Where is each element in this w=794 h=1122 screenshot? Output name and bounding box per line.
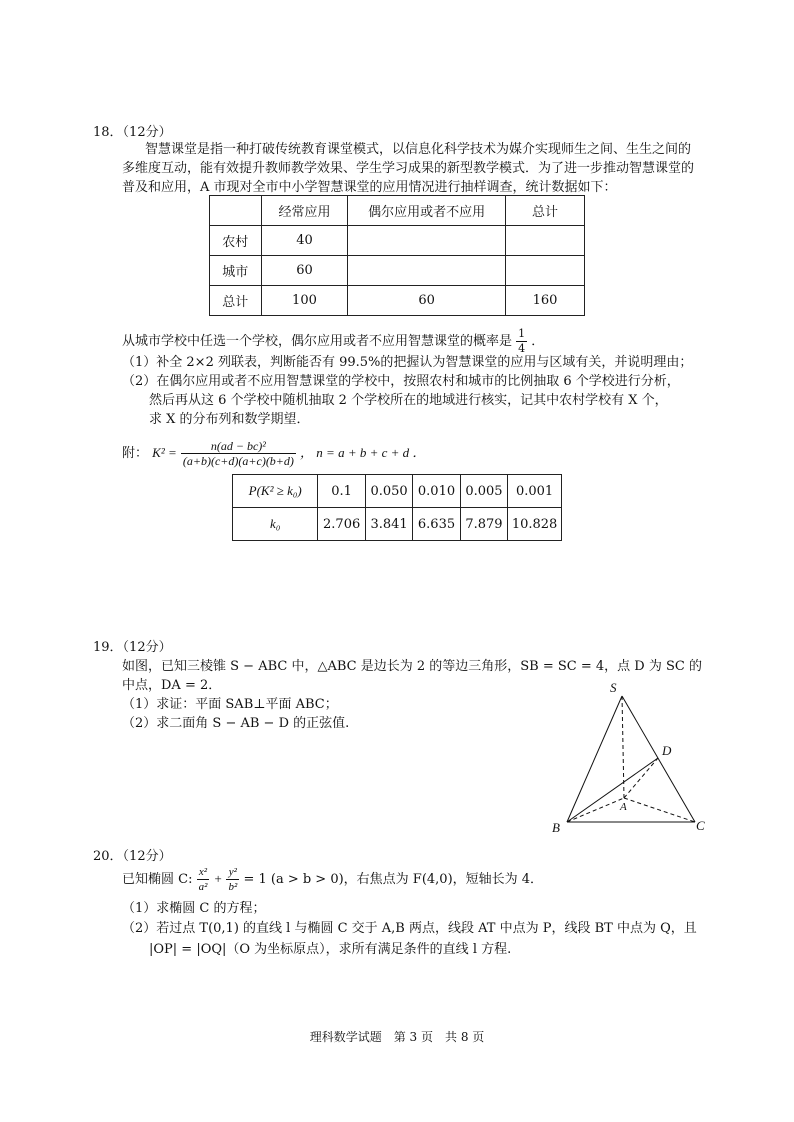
table-row: [210, 226, 585, 256]
probability-text: 从城市学校中任选一个学校，偶尔应用或者不应用智慧课堂的概率是: [122, 334, 513, 349]
q20-part-1: （1）求椭圆 C 的方程；: [122, 901, 266, 916]
q18-paragraph-line-3: 普及和应用，A 市现对全市中小学智慧课堂的应用情况进行抽样调查，统计数据如下：: [122, 180, 617, 195]
ellipse-label: 已知椭圆 C:: [122, 872, 193, 887]
label-S: S: [610, 680, 617, 695]
q18-paragraph-line-1: 智慧课堂是指一种打破传统教育课堂模式，以信息化科学技术为媒介实现师生之间、生生之间的: [145, 142, 692, 157]
table-row: [233, 475, 562, 508]
table-cell: 0.050: [365, 475, 412, 508]
q18-appendix-formula: [122, 439, 425, 468]
q18-critical-value-table: [232, 474, 562, 541]
table-header-row: [210, 196, 585, 226]
q18-probability-line: [122, 327, 544, 356]
formula-numerator: n(ad − bc)²: [181, 439, 296, 454]
formula-denominator: (a+b)(c+d)(a+c)(b+d): [182, 454, 294, 468]
table-cell: 0.1: [318, 475, 365, 508]
tetrahedron-figure: [548, 676, 718, 838]
formula-fraction: [181, 439, 296, 468]
table-cell: 0.001: [508, 475, 562, 508]
q18-part-2-line-1: （2）在偶尔应用或者不应用智慧课堂的学校中，按照农村和城市的比例抽取 6 个学校进行分析，: [122, 374, 680, 389]
label-D: D: [662, 743, 672, 758]
q19-part-1: （1）求证：平面 SAB⊥平面 ABC；: [122, 697, 338, 712]
q18-part-1: （1）补全 2×2 列联表，判断能否有 99.5%的把握认为智慧课堂的应用与区域有关，并说明理由；: [122, 355, 693, 370]
table-cell: 40: [261, 226, 348, 256]
probability-end: ．: [531, 334, 545, 349]
table-cell: 城市: [210, 256, 262, 286]
q18-header: 18．（12分）: [93, 125, 172, 140]
q18-part-2-line-3: 求 X 的分布列和数学期望．: [149, 412, 310, 427]
q20-header: 20．（12分）: [93, 849, 172, 864]
table-header-cell: 总计: [505, 196, 584, 226]
table-cell: [505, 256, 584, 286]
table-cell: 60: [261, 256, 348, 286]
q19-part-2: （2）求二面角 S − AB − D 的正弦值.: [122, 716, 350, 731]
page-footer: 理科数学试题 第 3 页 共 8 页: [309, 1030, 485, 1044]
table-header-cell: 偶尔应用或者不应用: [348, 196, 506, 226]
edge-AC-dashed: [624, 798, 695, 822]
q18-part-2-line-2: 然后再从这 6 个学校中随机抽取 2 个学校所在的地域进行核实，记其中农村学校有 X 个，: [149, 393, 668, 408]
label-B: B: [552, 820, 560, 835]
q19-header: 19．（12分）: [93, 640, 172, 655]
fraction-denominator: b²: [228, 881, 238, 893]
table-cell: 3.841: [365, 508, 412, 541]
table-cell: 6.635: [413, 508, 460, 541]
table-cell: [348, 256, 506, 286]
q20-line-1: 已知椭圆 C: $\frac{\text{x²}}{\text{a²}}$ + $\frac{\text{y²}}{\text{b²}}$ = 1 (a > b > 0)，右焦点为 F(4,0)，短轴长为 4．: [122, 866, 544, 893]
formula-n: ， n = a + b + c + d ．: [300, 445, 426, 460]
fraction-denominator: 4: [518, 342, 526, 355]
table-header-cell: [210, 196, 262, 226]
probability-fraction: [516, 327, 527, 356]
label-A: A: [620, 801, 627, 813]
table-cell: 农村: [210, 226, 262, 256]
y-fraction: [226, 865, 239, 894]
q20-part-2-line-2: |OP| = |OQ|（O 为坐标原点），求所有满足条件的直线 l 方程.: [149, 942, 512, 957]
q19-line-2: 中点，DA = 2．: [122, 678, 222, 693]
q18-contingency-table: [209, 195, 585, 316]
table-row: [210, 286, 585, 316]
table-cell: 60: [348, 286, 506, 316]
table-row-label: P(K² ≥ k₀): [233, 475, 318, 508]
formula-lhs: K² =: [152, 445, 177, 460]
table-cell: 总计: [210, 286, 262, 316]
table-cell: [348, 226, 506, 256]
appendix-label: 附：: [122, 446, 149, 461]
table-row-label: k₀: [233, 508, 318, 541]
table-cell: 100: [261, 286, 348, 316]
table-cell: 160: [505, 286, 584, 316]
table-cell: 0.010: [413, 475, 460, 508]
q20-part-2-line-1: （2）若过点 T(0,1) 的直线 l 与椭圆 C 交于 A,B 两点，线段 AT 中点为 P，线段 BT 中点为 Q，且: [122, 921, 697, 936]
fraction-numerator: y²: [226, 865, 239, 880]
table-cell: 7.879: [460, 508, 507, 541]
table-row: [233, 508, 562, 541]
fraction-denominator: a²: [198, 881, 208, 893]
q19-line-1: 如图，已知三棱锥 S − ABC 中，△ABC 是边长为 2 的等边三角形，SB = SC = 4，点 D 为 SC 的: [122, 659, 702, 674]
edge-SC: [622, 696, 695, 822]
table-cell: 0.005: [460, 475, 507, 508]
x-fraction: [197, 865, 210, 894]
ellipse-conditions: = 1 (a > b > 0)，右焦点为 F(4,0)，短轴长为 4．: [243, 872, 544, 887]
table-cell: 2.706: [318, 508, 365, 541]
q18-paragraph-line-2: 多维度互动，能有效提升教师教学效果、学生学习成果的新型教学模式．为了进一步推动智慧课堂的: [122, 161, 695, 176]
table-header-cell: 经常应用: [261, 196, 348, 226]
table-row: [210, 256, 585, 286]
table-cell: [505, 226, 584, 256]
label-C: C: [696, 818, 705, 833]
fraction-numerator: x²: [197, 865, 210, 880]
fraction-numerator: 1: [518, 327, 526, 340]
table-cell: 10.828: [508, 508, 562, 541]
